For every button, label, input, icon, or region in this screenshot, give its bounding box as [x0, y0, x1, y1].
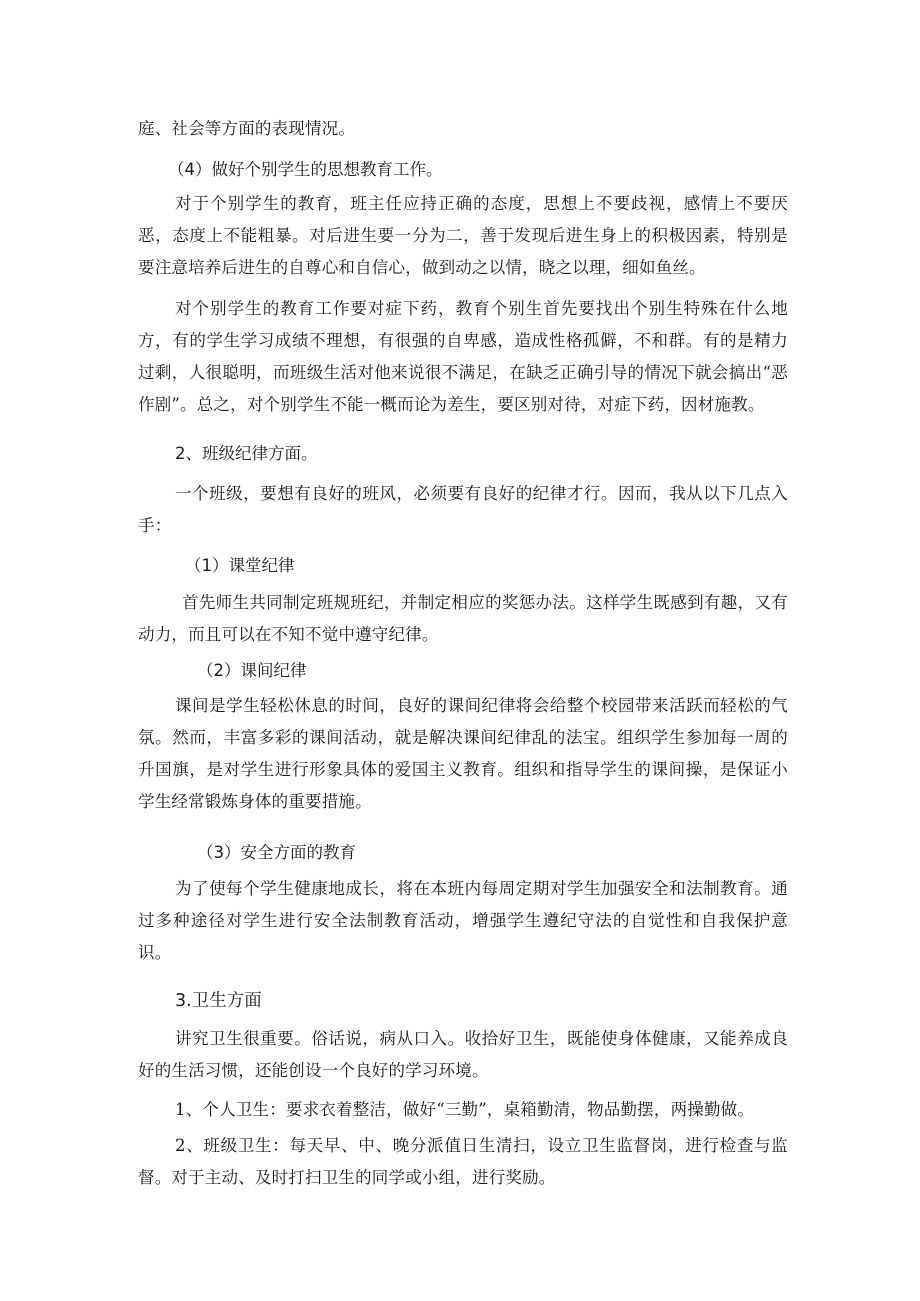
class-hygiene-paragraph: 2、班级卫生：每天早、中、晚分派值日生清扫，设立卫生监督岗，进行检查与监督。对于主动、及时打扫卫生的同学或小组，进行奖励。	[138, 1136, 788, 1187]
item-4-heading: （4）做好个别学生的思想教育工作。	[168, 160, 443, 179]
safety-paragraph: 为了使每个学生健康地成长，将在本班内每周定期对学生加强安全和法制教育。通过多种途径对学生进行安全法制教育活动，增强学生遵纪守法的自觉性和自我保护意识。	[138, 879, 788, 962]
individual-method-paragraph: 对个别学生的教育工作要对症下药，教育个别生首先要找出个别生特殊在什么地方，有的学生学习成绩不理想，有很强的自卑感，造成性格孤僻，不和群。有的是精力过剩，人很聪明，而班级生活对他来说很不满足，在缺乏正确引导的情况下就会搞出“恶作剧”。总之，对个别学生不能一概而论为差生，要区别对待，对症下药，因材施教。	[138, 299, 788, 414]
discipline-intro-paragraph: 一个班级，要想有良好的班风，必须要有良好的纪律才行。因而，我从以下几点入手：	[138, 484, 788, 535]
continuation-paragraph: 庭、社会等方面的表现情况。	[138, 119, 356, 138]
break-discipline-heading: （2）课间纪律	[197, 661, 307, 680]
hygiene-intro-paragraph: 讲究卫生很重要。俗话说，病从口入。收拾好卫生，既能使身体健康，又能养成良好的生活习惯，还能创设一个良好的学习环境。	[138, 1029, 788, 1080]
personal-hygiene-paragraph: 1、个人卫生：要求衣着整洁，做好“三勤”，桌箱勤清，物品勤摆，两操勤做。	[175, 1100, 755, 1119]
safety-heading: （3）安全方面的教育	[197, 843, 356, 862]
class-discipline-paragraph: 首先师生共同制定班规班纪，并制定相应的奖惩办法。这样学生既感到有趣，又有动力，而且可以在不知不觉中遵守纪律。	[138, 593, 788, 644]
section-2-heading: 2、班级纪律方面。	[175, 444, 318, 463]
individual-attitude-paragraph: 对于个别学生的教育，班主任应持正确的态度，思想上不要歧视，感情上不要厌恶，态度上不能粗暴。对后进生要一分为二，善于发现后进生身上的积极因素，特别是要注意培养后进生的自尊心和自信心，做到动之以情，晓之以理，细如鱼丝。	[138, 194, 788, 277]
class-discipline-heading: （1）课堂纪律	[185, 556, 295, 575]
break-discipline-paragraph: 课间是学生轻松休息的时间，良好的课间纪律将会给整个校园带来活跃而轻松的气氛。然而，丰富多彩的课间活动，就是解决课间纪律乱的法宝。组织学生参加每一周的升国旗，是对学生进行形象具体的爱国主义教育。组织和指导学生的课间操，是保证小学生经常锻炼身体的重要措施。	[138, 696, 788, 811]
section-3-heading: 3.卫生方面	[175, 991, 262, 1011]
